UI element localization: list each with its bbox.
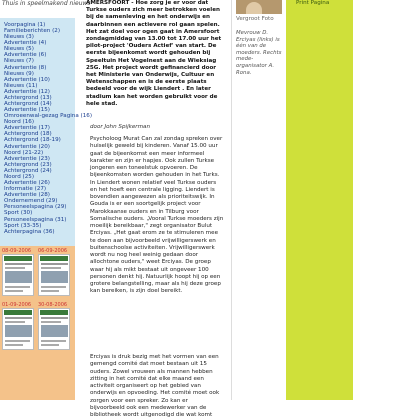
sidebar-page-link[interactable]: Achtergrond (24): [4, 167, 52, 174]
sidebar-page-link[interactable]: Advertentie (26): [4, 180, 50, 187]
newspaper-thumbnail[interactable]: [2, 308, 34, 350]
article-byline: door John Spijkerman: [90, 124, 151, 130]
newspaper-thumbnail[interactable]: [38, 308, 70, 350]
article-paragraph: Psycholoog Murat Can zal zondag spreken over huiselijk geweld bij kinderen. Vanaf 15.00 uur gaat de bijeenkomst een meer informeel karakter en zijn er hapjes. Ook zullen Turkse jongeren een toneelstuk opvoeren. De bijeenkomsten worden gehouden in het Turks. In Liendert wonen relatief veel Turkse ouders en het hoeft een centrale ligging. Liendert is bovendien aangewezen als prioriteitswijk. In Gouda is er een soortgelijk project voor Marokkaanse ouders en in Tilburg voor Somalische ouders. „Vooral Turkse moeders zijn moeilijk bereikbaar," zegt organisator Bulut Erciyas. „Het gaat erom ze te stimuleren mee te doen aan bijvoorbeeld vrijwilligerswerk en buitenschoolse activiteiten. Vrijwilligerswerk wordt nu nog heel weinig gedaan door allochtone ouders," weet Erciyas. De groep waar hij als mikt bestaat uit ongeveer 100 personen denkt hij. Natuurlijk hoopt hij op een grotere belangstelling, maar als hij deze groep kan bereiken, is zijn doel bereikt.: [90, 136, 224, 295]
edition-thumb[interactable]: [2, 302, 34, 354]
edition-thumb[interactable]: [38, 248, 70, 300]
sidebar-page-link[interactable]: Advertentie (4): [4, 40, 47, 47]
edition-thumbnails: [0, 246, 75, 400]
sidebar-page-link[interactable]: Ondernemend (29): [4, 198, 58, 205]
sidebar-page-link[interactable]: Advertentie (28): [4, 192, 50, 199]
sidebar-page-link[interactable]: Achtergrond (13): [4, 94, 52, 101]
edition-thumb[interactable]: [2, 248, 34, 300]
article-lead: AMERSFOORT - Hoe zorg je er voor dat Turkse ouders zich meer betrokken voelen bij de samenleving en het onderwijs en daarbinnen een actievere rol gaan spelen. Het zat doel voor ogen gaat in Amersfoort zondagmiddag van 13.00 tot 17.00 uur het pilot-project 'Ouders Actief' van start. De eerste bijeenkomst wordt gehouden bij Speeltuin Het Vogelnest aan de Wieksiag 25G. Het project wordt gefinancierd door het Ministerie van Onderwijs, Cultuur en Wetenschappen en is de eerste plaats bedeeld voor de wijk Liendert . En later stadium kan het worden gebruikt voor de hele stad.: [86, 0, 222, 107]
right-green-panel: [286, 0, 353, 400]
sidebar-page-link[interactable]: Achtergrond (18-19): [4, 137, 61, 144]
photo-caption: Mevrouw D. Erciyas (links) is één van de moeders. Rechts mede-organisator A. Rona.: [236, 30, 282, 76]
sidebar-page-link[interactable]: Sport (30): [4, 210, 33, 217]
sidebar-page-link[interactable]: Nieuws (7): [4, 58, 34, 65]
sidebar-page-link[interactable]: Achtergrond (14): [4, 101, 52, 108]
sidebar-page-link[interactable]: Nieuws (3): [4, 34, 34, 41]
sidebar-page-link[interactable]: Omroeenwal-gezag Pagina (16): [4, 113, 93, 120]
newspaper-thumbnail[interactable]: [38, 254, 70, 296]
edition-thumb[interactable]: [38, 302, 70, 354]
sidebar-page-link[interactable]: Advertentie (10): [4, 76, 50, 83]
sidebar-page-link[interactable]: Nieuws (11): [4, 82, 38, 89]
sidebar-page-link[interactable]: Achterpagina (36): [4, 228, 55, 235]
sidebar-page-link[interactable]: Noord (21-22): [4, 149, 44, 156]
newspaper-thumbnail[interactable]: [2, 254, 34, 296]
page-index-list: [4, 22, 93, 235]
edition-date: 08-09-2006: [2, 248, 32, 254]
sidebar-page-link[interactable]: Advertentie (6): [4, 52, 47, 59]
sidebar-page-link[interactable]: Informatie (27): [4, 186, 47, 193]
sidebar-page-link[interactable]: Noord (25): [4, 173, 35, 180]
sidebar-page-link[interactable]: Achtergrond (18): [4, 131, 52, 138]
article-photo[interactable]: [236, 0, 282, 14]
column-divider: [231, 0, 232, 400]
sidebar-page-link[interactable]: Sport (33-35): [4, 222, 42, 229]
site-tagline: Thuis in speelmakend nieuws: [2, 0, 91, 7]
sidebar-page-link[interactable]: Voorpagina (1): [4, 22, 46, 28]
enlarge-photo-link[interactable]: Vergroot Foto: [236, 16, 274, 22]
edition-date: 01-09-2006: [2, 302, 32, 308]
sidebar-page-link[interactable]: Nieuws (5): [4, 46, 34, 53]
print-page-link[interactable]: Print Pagina: [296, 0, 330, 6]
sidebar-page-link[interactable]: Advertentie (15): [4, 107, 50, 114]
article: [86, 0, 228, 418]
sidebar-page-link[interactable]: Advertentie (20): [4, 143, 50, 150]
article-paragraph: Erciyas is druk bezig met het vormen van een gemengd comité dat moet bestaan uit 15 ouders. Zowel vrouwen als mannen hebben zitting in het comité dat elke maand een activiteit organiseert op het gebied van onderwijs en opvoeding. Het comité moet ook zorgen voor een spreker. Zo kan er bijvoorbeeld ook een medewerker van de bibliotheek wordt uitgenodigd die wat komt: [90, 354, 220, 418]
sidebar-page-link[interactable]: Personeelspagina (31): [4, 216, 67, 223]
edition-date: 30-08-2006: [38, 302, 68, 308]
sidebar-page-link[interactable]: Noord (16): [4, 119, 35, 126]
edition-date: 06-09-2006: [38, 248, 68, 254]
sidebar-page-link[interactable]: Advertentie (12): [4, 88, 50, 95]
sidebar-page-link[interactable]: Personeelspagina (29): [4, 204, 67, 211]
sidebar-page-link[interactable]: Nieuws (9): [4, 70, 34, 77]
sidebar-page-link[interactable]: Advertentie (17): [4, 125, 50, 132]
sidebar-page-link[interactable]: Familieberichten (2): [4, 28, 61, 35]
sidebar-page-link[interactable]: Advertentie (23): [4, 155, 50, 162]
sidebar-page-link[interactable]: Achtergrond (23): [4, 161, 52, 168]
sidebar-page-link[interactable]: Advertentie (8): [4, 64, 47, 71]
